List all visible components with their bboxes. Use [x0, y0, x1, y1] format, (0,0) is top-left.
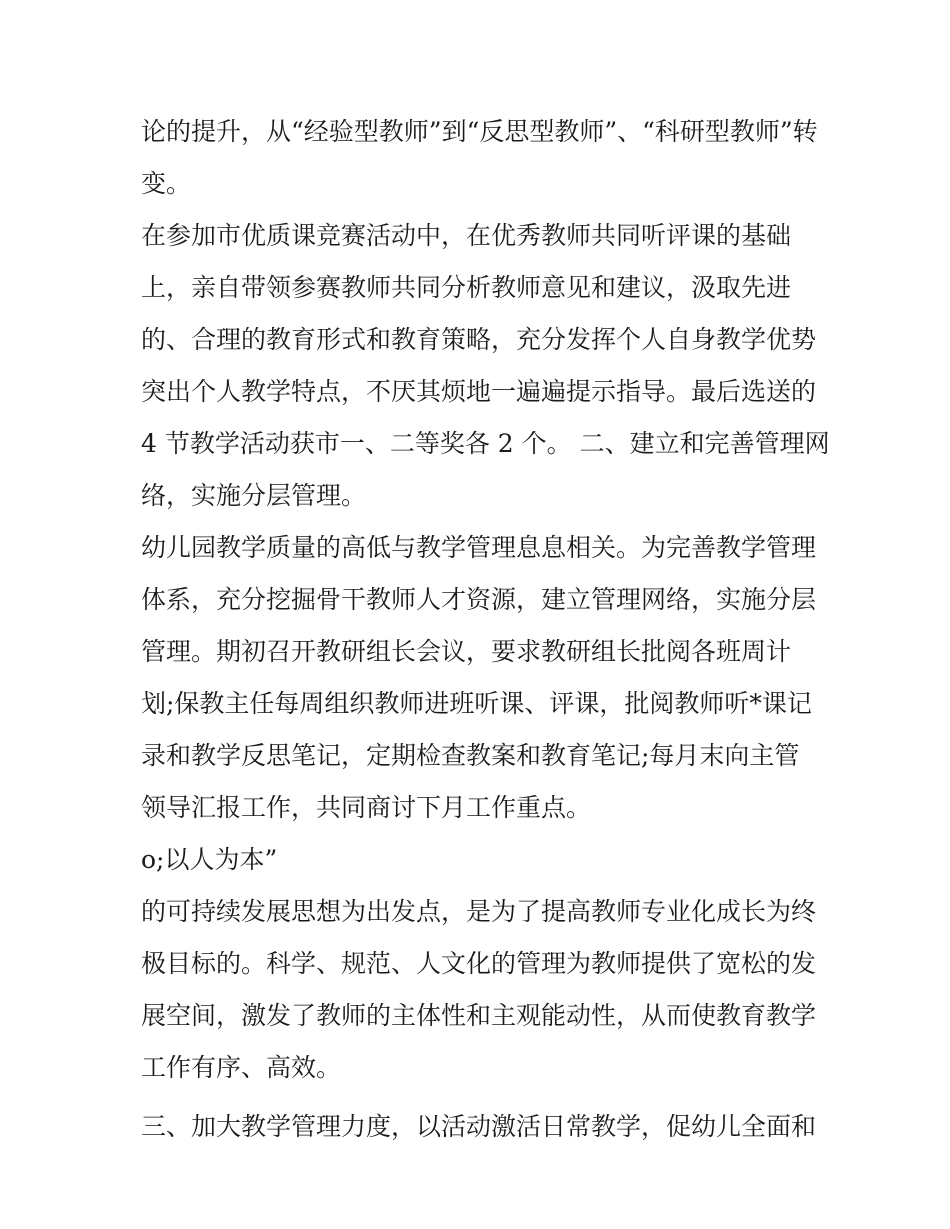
document-body: [141, 106, 830, 1153]
text-line: 录和教学反思笔记，定期检查教案和教育笔记;每月末向主管: [141, 741, 800, 770]
text-line: 领导汇报工作，共同商讨下月工作重点。: [141, 793, 592, 822]
text-line: 4 节教学活动获市一、二等奖各 2 个。 二、建立和完善管理网: [141, 429, 830, 458]
text-line: 变。: [141, 169, 192, 198]
text-line: 三、加大教学管理力度，以活动激活日常教学，促幼儿全面和: [141, 1112, 817, 1141]
paragraph-1: [141, 106, 821, 210]
text-line: 极目标的。科学、规范、人文化的管理为教师提供了宽松的发: [141, 949, 817, 978]
text-line: o;以人为本”: [141, 845, 278, 874]
text-line: 络，实施分层管理。: [141, 481, 367, 510]
text-line: 体系，充分挖掘骨干教师人才资源，建立管理网络，实施分层: [141, 585, 817, 614]
text-line: 的可持续发展思想为出发点，是为了提高教师专业化成长为终: [141, 897, 817, 926]
text-line: 展空间，激发了教师的主体性和主观能动性，从而使教育教学: [141, 1001, 817, 1030]
text-line: 划;保教主任每周组织教师进班听课、评课，批阅教师听*课记: [141, 689, 812, 718]
text-line: 上，亲自带领参赛教师共同分析教师意见和建议，汲取先进: [141, 273, 792, 302]
paragraph-5: [141, 886, 821, 1094]
text-line: 突出个人教学特点，不厌其烦地一遍遍提示指导。最后选送的: [141, 377, 817, 406]
text-line: 的、合理的教育形式和教育策略，充分发挥个人自身教学优势: [141, 325, 817, 354]
text-line: 工作有序、高效。: [141, 1053, 342, 1082]
paragraph-6: [141, 1101, 821, 1153]
text-line: 论的提升，从“经验型教师”到“反思型教师”、“科研型教师”转: [141, 117, 818, 146]
paragraph-4: [141, 834, 821, 886]
paragraph-3: [141, 522, 821, 834]
paragraph-2: [141, 210, 830, 522]
text-line: 在参加市优质课竞赛活动中，在优秀教师共同听评课的基础: [141, 221, 792, 250]
paragraph-spacer: [141, 1094, 821, 1101]
text-line: 幼儿园教学质量的高低与教学管理息息相关。为完善教学管理: [141, 533, 817, 562]
text-line: 管理。期初召开教研组长会议，要求教研组长批阅各班周计: [141, 637, 792, 666]
